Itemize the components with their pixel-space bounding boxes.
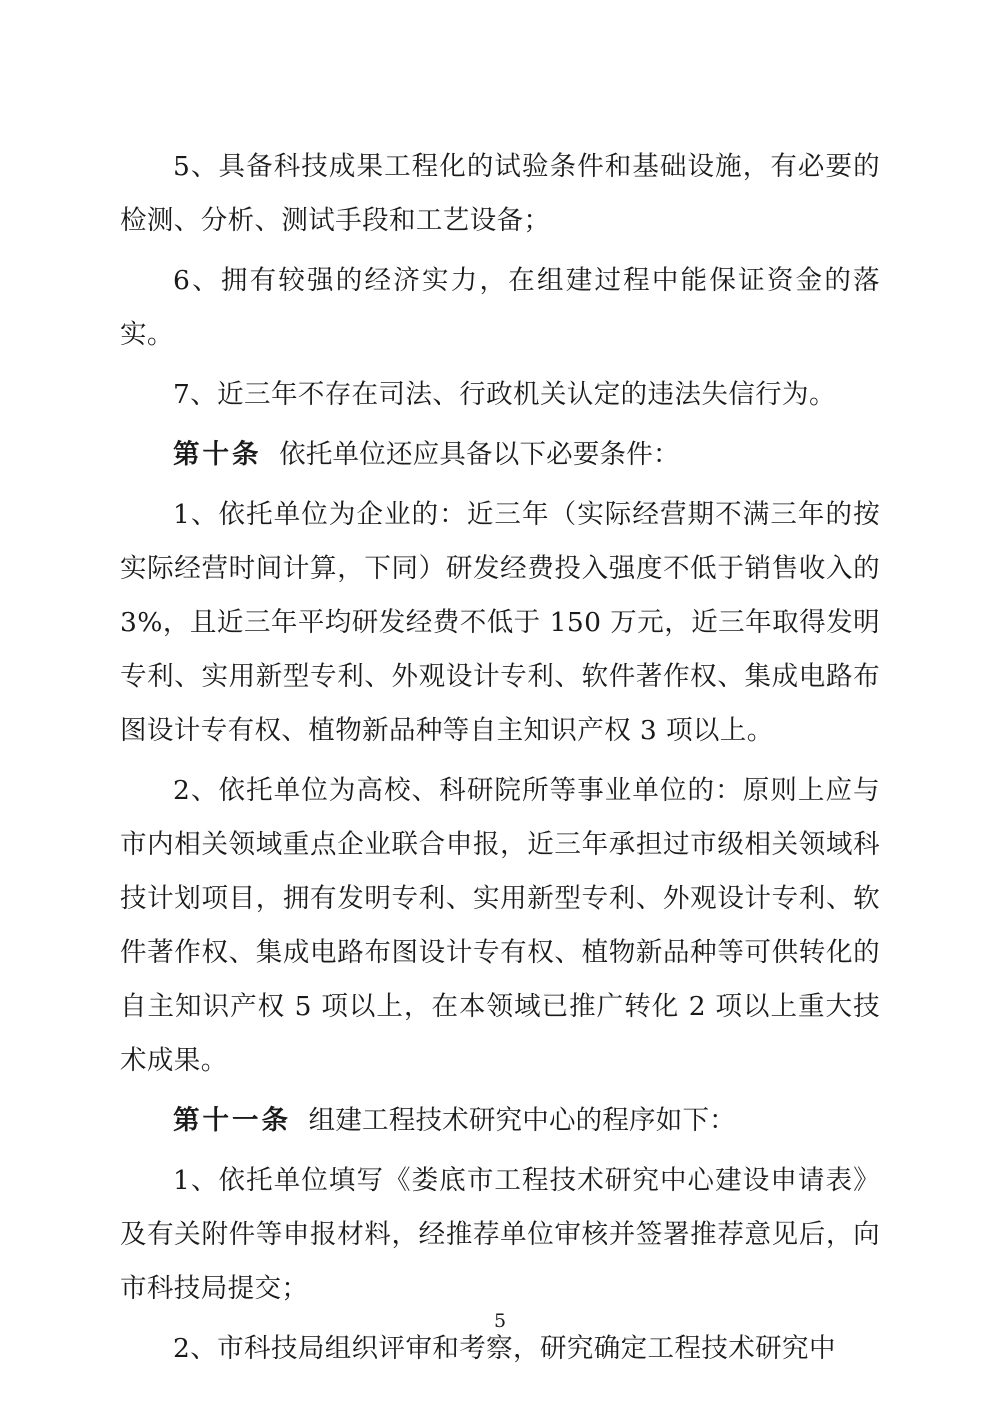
- paragraph-item-7: 7、近三年不存在司法、行政机关认定的违法失信行为。: [173, 379, 836, 410]
- article-10-label: 第十条: [173, 439, 262, 470]
- paragraph-article-10: [120, 428, 880, 482]
- paragraph-item-6: 6、拥有较强的经济实力，在组建过程中能保证资金的落实。: [120, 265, 880, 350]
- paragraph-article-10-item-2: 2、依托单位为高校、科研院所等事业单位的：原则上应与市内相关领域重点企业联合申报，近三年承担过市级相关领域科技计划项目，拥有发明专利、实用新型专利、外观设计专利、软件著作权、集成电路布图设计专有权、植物新品种等可供转化的自主知识产权 5 项以上，在本领域已推广转化 2 项以上重大技术成果。: [120, 775, 880, 1076]
- paragraph-article-10-item-1: 1、依托单位为企业的：近三年（实际经营期不满三年的按实际经营时间计算，下同）研发经费投入强度不低于销售收入的 3%，且近三年平均研发经费不低于 150 万元，近三年取得发明专利、实用新型专利、外观设计专利、软件著作权、集成电路布图设计专有权、植物新品种等自主知识产权 3 项以上。: [120, 499, 880, 746]
- document-body: [120, 140, 880, 1376]
- article-11-text: 组建工程技术研究中心的程序如下：: [308, 1105, 736, 1136]
- paragraph-article-11: [120, 1094, 880, 1148]
- paragraph-item-5: 5、具备科技成果工程化的试验条件和基础设施，有必要的检测、分析、测试手段和工艺设备；: [120, 151, 880, 236]
- paragraph-article-11-item-2: 2、市科技局组织评审和考察，研究确定工程技术研究中: [173, 1333, 836, 1364]
- article-11-label: 第十一条: [173, 1105, 291, 1136]
- page-number: 5: [493, 1310, 507, 1332]
- article-10-text: 依托单位还应具备以下必要条件：: [279, 439, 680, 470]
- paragraph-article-11-item-1: 1、依托单位填写《娄底市工程技术研究中心建设申请表》及有关附件等申报材料，经推荐单位审核并签署推荐意见后，向市科技局提交；: [120, 1165, 880, 1304]
